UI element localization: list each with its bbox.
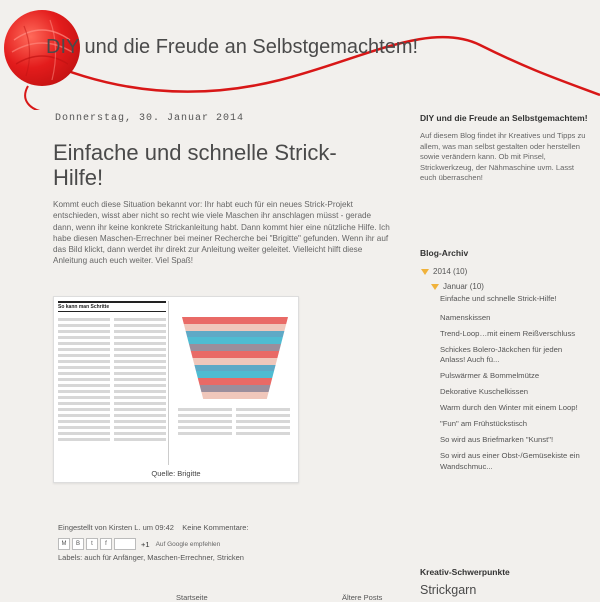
knit-stripe (182, 337, 288, 344)
knit-stripe (182, 324, 288, 331)
kreativ-first-item[interactable]: Strickgarn (420, 583, 477, 597)
label-link[interactable]: auch für Anfänger, (84, 553, 146, 562)
clipping-heading: So kann man Schritte (58, 301, 166, 312)
labels-prefix: Labels: (58, 553, 83, 562)
archive-post-list (440, 294, 580, 478)
google-recommend-label: Auf Google empfehlen (155, 540, 221, 548)
kreativ-title: Kreativ-Schwerpunkte (420, 567, 510, 577)
archive-month-count: (10) (469, 282, 484, 291)
archive-month-toggle[interactable] (431, 282, 484, 291)
post-time[interactable]: 09:42 (155, 523, 174, 532)
share-buttons (58, 538, 220, 550)
knit-stripe (182, 365, 288, 372)
post-title[interactable]: Einfache und schnelle Strick-Hilfe! (53, 140, 337, 190)
knit-stripe (182, 351, 288, 358)
archive-post-link[interactable]: Trend-Loop…mit einem Reißverschluss (440, 328, 576, 338)
blog-title[interactable]: DIY und die Freude an Selbstgemachtem! (46, 36, 419, 58)
about-text: Auf diesem Blog findet ihr Kreatives und Tipps zu allem, was man selbst gestalten oder herstellen sowie verändern kann. Ob mit Pinsel, Strickwerkzeug, der Nähmaschine uvm. Lasst euch überraschen! (420, 131, 586, 182)
sidebar-about (420, 113, 590, 184)
posted-by: Eingestellt von Kirsten L. (58, 523, 141, 532)
magazine-page-right (174, 301, 294, 465)
posted-at-label: um (142, 523, 154, 532)
knit-stripes (182, 317, 288, 399)
archive-month[interactable]: Januar (443, 282, 468, 291)
archive-year-count: (10) (453, 267, 468, 276)
archive-post-link[interactable]: Warm durch den Winter mit einem Loop! (440, 403, 578, 412)
archive-post-link[interactable]: Einfache und schnelle Strick-Hilfe! (440, 294, 557, 303)
label-link[interactable]: Maschen-Errechner, (147, 553, 215, 562)
knit-stripe (182, 385, 288, 392)
archive-year[interactable]: 2014 (433, 267, 451, 276)
archive-post-link[interactable]: So wird aus einer Obst-/Gemüsekiste ein Wandschmuc... (440, 451, 580, 471)
comments-link[interactable]: Keine Kommentare: (182, 523, 249, 532)
label-link[interactable]: Stricken (216, 553, 244, 562)
knit-stripe (182, 344, 288, 351)
knit-stripe (182, 378, 288, 385)
knitted-sample-photo (182, 317, 288, 399)
blog-header (0, 0, 600, 110)
plusone-counter (114, 538, 136, 550)
post-body: Kommt euch diese Situation bekannt vor: Ihr habt euch für ein neues Strick-Projekt entschieden, wisst aber nicht so recht wie viele Maschen ihr anschlagen müsst - gerade dann, wenn ihr keine konkrete Strickanleitung habt. Dann kommt hier eine nützliche Hilfe. Ich habe diesen Maschen-Errechner bei meiner Recherche bei "Brigitte" gefunden. Wenn ihr auf das Bild klickt, dann werdet ihr direkt zur Anleitung weiter geleitet. Vielleicht hilft diese Anleitung auch euch weiter. Viel Spaß! (53, 200, 390, 266)
knit-stripe (182, 392, 288, 399)
post-image[interactable] (53, 296, 299, 483)
knit-stripe (182, 358, 288, 365)
archive-post-link[interactable]: Pulswärmer & Bommelmütze (440, 371, 540, 380)
home-link[interactable]: Startseite (176, 593, 208, 602)
post-footer-meta (58, 523, 249, 532)
older-posts-link[interactable]: Ältere Posts (342, 593, 383, 602)
knit-stripe (182, 331, 288, 338)
magazine-page-left (58, 301, 166, 465)
plusone-button[interactable]: +1 (141, 539, 150, 549)
archive-post-link[interactable]: Schickes Bolero-Jäckchen für jeden Anlass! Auch fü... (440, 344, 563, 364)
archive-post-link[interactable]: So wird aus Briefmarken "Kunst"! (440, 435, 554, 444)
knit-stripe (182, 371, 288, 378)
post-labels (58, 553, 244, 562)
archive-post-link[interactable]: Dekorative Kuschelkissen (440, 387, 529, 396)
archive-year-toggle[interactable] (421, 267, 467, 276)
knit-stripe (182, 317, 288, 324)
expand-triangle-icon[interactable] (421, 269, 429, 275)
email-share-icon[interactable]: M (58, 538, 70, 550)
about-title: DIY und die Freude an Selbstgemachtem! (420, 113, 588, 123)
expand-triangle-icon[interactable] (431, 284, 439, 290)
twitter-share-icon[interactable]: t (86, 538, 98, 550)
facebook-share-icon[interactable]: f (100, 538, 112, 550)
blogger-share-icon[interactable]: B (72, 538, 84, 550)
archive-title: Blog-Archiv (420, 248, 469, 258)
archive-post-link[interactable]: "Fun" am Frühstückstisch (440, 419, 528, 428)
archive-post-link[interactable]: Namenskissen (440, 312, 491, 322)
post-date: Donnerstag, 30. Januar 2014 (55, 113, 245, 124)
image-caption: Quelle: Brigitte (151, 469, 201, 478)
